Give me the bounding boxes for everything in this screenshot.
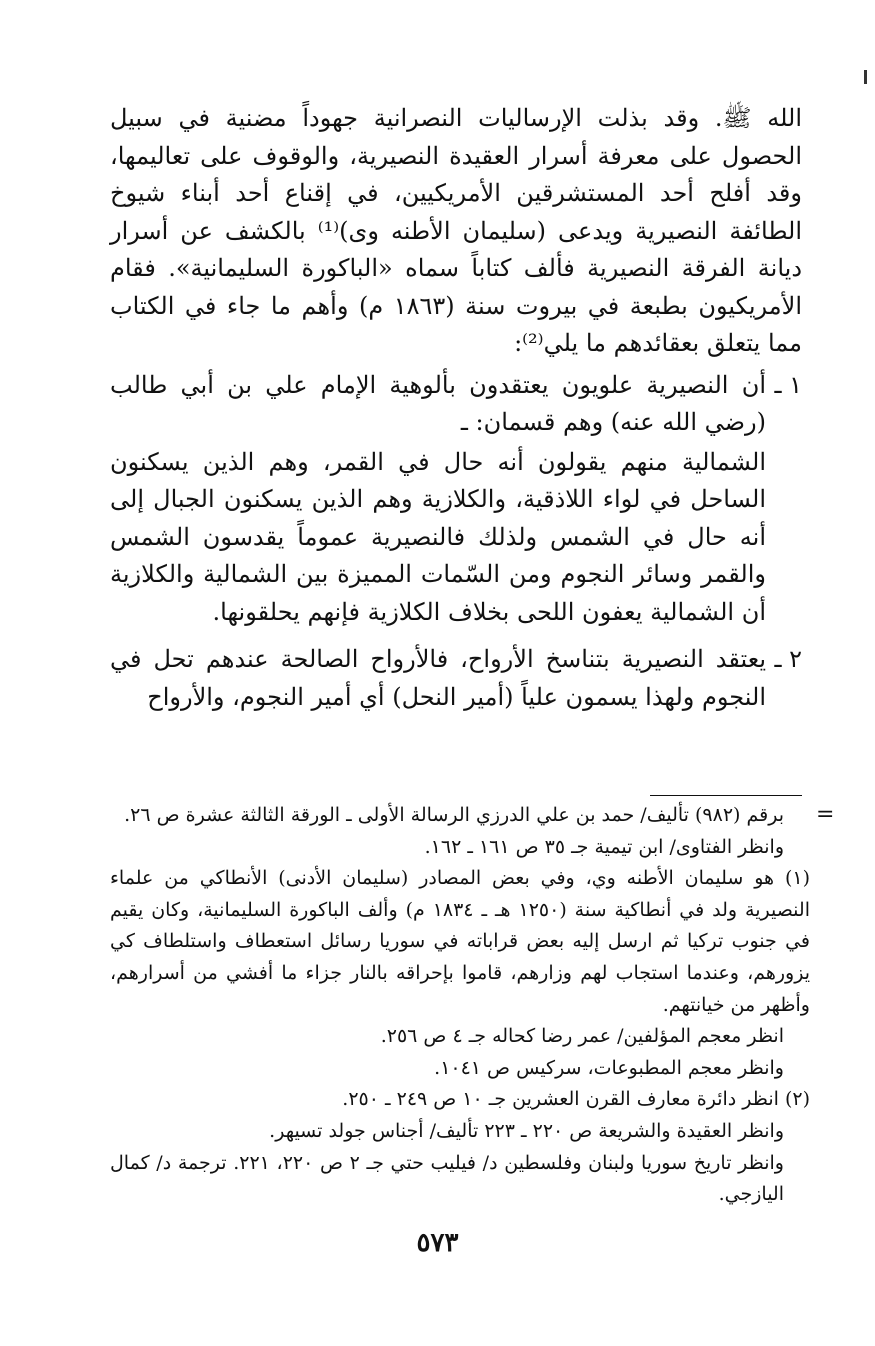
- footnote-separator: [650, 795, 802, 796]
- footnote-1: (١) هو سليمان الأطنه وي، وفي بعض المصادر (سليمان الأدنى) الأنطاكي من علماء النصيرية ولد في أنطاكية سنة (١٢٥٠ هـ ـ ١٨٣٤ م) وألف الباكورة السليمانية، وكان يقيم في جنوب تركيا ثم ارسل إليه بعض قراباته في سوريا رسائل استعطاف واستلطاف كي يزورهم، وعندما استجاب لهم وزارهم، قاموا بإحراقه بالنار جزاء ما أفشي من أسرارهم، وأظهر من خيانتهم.: [110, 867, 810, 1016]
- footnote-2-reference: وانظر العقيدة والشريعة ص ٢٢٠ ـ ٢٢٣ تأليف/ أجناس جولد تسيهر.: [269, 1119, 784, 1142]
- footnote-1-reference: وانظر معجم المطبوعات، سركيس ص ١٠٤١.: [434, 1056, 784, 1079]
- footnote-carry-line: وانظر الفتاوى/ ابن تيمية جـ ٣٥ ص ١٦١ ـ ١٦٢.: [424, 835, 784, 858]
- list-item-text: يعتقد النصيرية بتناسخ الأرواح، فالأرواح الصالحة عندهم تحل في النجوم ولهذا يسمون علياً (أمير النحل) أي أمير النجوم، والأرواح: [110, 645, 766, 711]
- list-item-2: [110, 641, 802, 716]
- list-item-continuation: الشمالية منهم يقولون أنه حال في القمر، وهم الذين يسكنون الساحل في لواء اللاذقية، والكلازية وهم الذين يسكنون الجبال إلى أنه حال في الشمس ولذلك فالنصيرية عموماً يقدسون الشمس والقمر وسائر النجوم ومن السّمات المميزة بين الشمالية والكلازية أن الشمالية يعفون اللحى بخلاف الكلازية فإنهم يحلقونها.: [110, 447, 766, 626]
- footnote-continuation-mark: =: [816, 802, 835, 827]
- footnote-2-reference: وانظر تاريخ سوريا ولبنان وفلسطين د/ فيليب حتي جـ ٢ ص ٢٢٠، ٢٢١. ترجمة د/ كمال اليازجي.: [110, 1151, 784, 1206]
- footnote-1-reference: انظر معجم المؤلفين/ عمر رضا كحاله جـ ٤ ص ٢٥٦.: [380, 1025, 784, 1048]
- footnote-2: (٢) انظر دائرة معارف القرن العشرين جـ ١٠ ص ٢٤٩ ـ ٢٥٠.: [342, 1088, 810, 1111]
- main-text: [110, 100, 802, 716]
- list-item-text: أن النصيرية علويون يعتقدون بألوهية الإمام علي بن أبي طالب (رضي الله عنه) وهم قسمان: ـ: [110, 370, 766, 436]
- list-number: ١ ـ: [774, 370, 802, 399]
- footnote-carry-line: برقم (٩٨٢) تأليف/ حمد بن علي الدرزي الرسالة الأولى ـ الورقة الثالثة عشرة ص ٢٦.: [124, 804, 784, 826]
- list-item-1: [110, 367, 802, 632]
- footnotes: [110, 800, 810, 1211]
- intro-paragraph: الله ﷺ. وقد بذلت الإرساليات النصرانية جهوداً مضنية في سبيل الحصول على معرفة أسرار العقيدة النصيرية، والوقوف على تعاليمها، وقد أفلح أحد المستشرقين الأمريكيين، في إقناع أحد أبناء شيوخ الطائفة النصيرية ويدعى (سليمان الأطنه وى)⁽¹⁾ بالكشف عن أسرار ديانة الفرقة النصيرية فألف كتاباً سماه «الباكورة السليمانية». فقام الأمريكيون بطبعة في بيروت سنة (١٨٦٣ م) وأهم ما جاء في الكتاب مما يتعلق بعقائدهم ما يلي⁽²⁾:: [110, 104, 803, 357]
- page-number: ٥٧٣: [416, 1228, 459, 1258]
- scan-edge-mark: [864, 70, 867, 84]
- list-number: ٢ ـ: [774, 645, 802, 673]
